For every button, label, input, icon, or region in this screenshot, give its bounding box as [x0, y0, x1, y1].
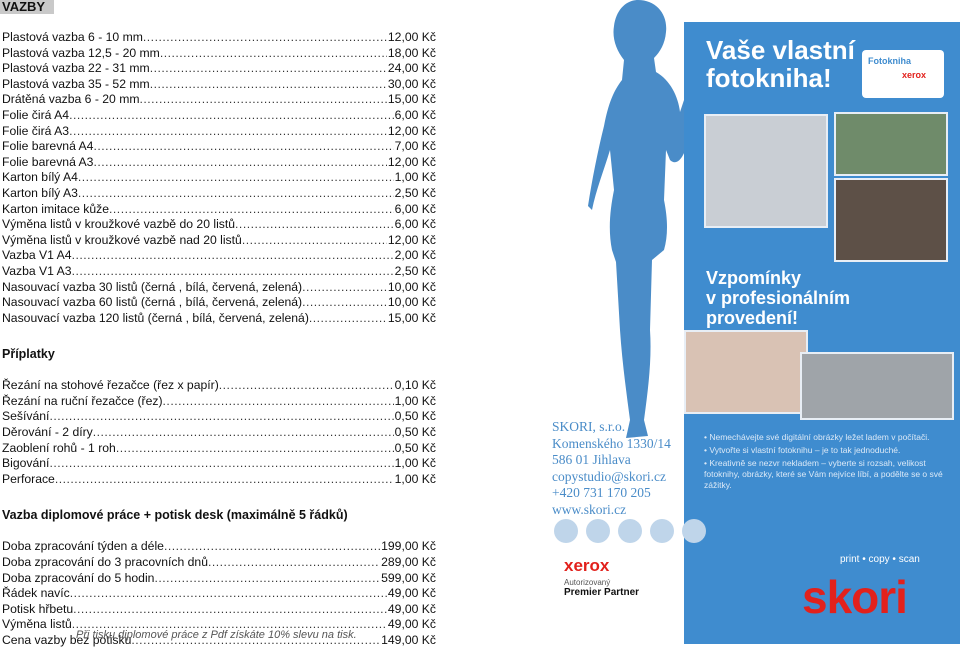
- item-price: 6,00 Kč: [394, 107, 436, 122]
- price-row: [2, 602, 436, 618]
- item-price: 49,00 Kč: [387, 586, 436, 601]
- item-label: Nasouvací vazba 60 listů (černá , bílá, červená, zelená): [2, 295, 303, 310]
- item-price: 49,00 Kč: [387, 601, 436, 616]
- item-label: Cena vazby bez potisku: [2, 633, 132, 647]
- dot-leader: [49, 456, 393, 472]
- price-row: [2, 311, 436, 327]
- item-label: Vazba V1 A3: [2, 263, 72, 278]
- brochure-title: [706, 36, 855, 92]
- silhouette-shape: [588, 0, 694, 438]
- price-row: [2, 186, 436, 202]
- item-label: Řádek navíc: [2, 586, 70, 601]
- brochure-subtitle: [706, 268, 850, 328]
- item-price: 599,00 Kč: [381, 570, 436, 585]
- price-row: [2, 409, 436, 425]
- brochure-tag: [862, 50, 944, 98]
- item-label: Plastová vazba 6 - 10 mm: [2, 30, 143, 44]
- dot-leader: [93, 155, 386, 171]
- dot-leader: [208, 555, 380, 571]
- decorative-circles: [554, 519, 706, 543]
- item-label: Bigování: [2, 456, 50, 471]
- dot-leader: [150, 61, 387, 77]
- footnote: Při tisku diplomové práce z Pdf získáte 10% slevu na tisk.: [76, 629, 357, 641]
- price-row: [2, 264, 436, 280]
- price-row: [2, 92, 436, 108]
- price-row: [2, 108, 436, 124]
- brochure-bullet: • Vytvořte si vlastní fotoknihu – je to tak jednoduché.: [704, 445, 901, 455]
- section-header-vazby: VAZBY: [0, 0, 54, 14]
- item-price: 1,00 Kč: [394, 471, 436, 486]
- price-list: [2, 30, 436, 649]
- item-label: Karton bílý A4: [2, 170, 78, 185]
- price-row: [2, 394, 436, 410]
- couple-photo: [834, 178, 948, 262]
- item-label: Výměna listů v kroužkové vazbě do 20 listů: [2, 217, 236, 232]
- circle-decoration: [586, 519, 610, 543]
- price-row: [2, 46, 436, 62]
- item-label: Děrování - 2 díry: [2, 425, 93, 440]
- dot-leader: [78, 170, 394, 186]
- dot-leader: [154, 571, 380, 587]
- item-price: 12,00 Kč: [387, 30, 436, 44]
- item-price: 18,00 Kč: [387, 45, 436, 60]
- item-label: Řezání na ruční řezačce (řez): [2, 393, 163, 408]
- company-name: SKORI, s.r.o.: [552, 419, 626, 434]
- circle-decoration: [682, 519, 706, 543]
- dot-leader: [163, 394, 394, 410]
- item-price: 12,00 Kč: [387, 154, 436, 169]
- price-row: [2, 555, 436, 571]
- price-row: [2, 61, 436, 77]
- item-label: Výměna listů: [2, 617, 72, 632]
- landscape-photo: [834, 112, 948, 176]
- dot-leader: [116, 441, 394, 457]
- xerox-authorized: Autorizovaný: [564, 578, 611, 587]
- dot-leader: [109, 202, 394, 218]
- xerox-logo: [564, 556, 662, 608]
- brochure-subtitle-line1: Vzpomínky: [706, 268, 802, 288]
- item-price: 199,00 Kč: [381, 539, 436, 554]
- item-price: 15,00 Kč: [387, 92, 436, 107]
- price-row: [2, 539, 436, 555]
- brochure-title-line2: fotokniha!: [706, 63, 832, 93]
- price-row: [2, 139, 436, 155]
- tag-xerox: xerox: [902, 70, 927, 80]
- dot-leader: [242, 233, 387, 249]
- item-label: Doba zpracování do 3 pracovních dnů: [2, 555, 208, 570]
- price-row: [2, 30, 436, 46]
- item-price: 1,00 Kč: [394, 393, 436, 408]
- dot-leader: [219, 378, 394, 394]
- babies-photo: [684, 330, 808, 414]
- dot-leader: [93, 425, 394, 441]
- item-price: 2,00 Kč: [394, 248, 436, 263]
- city-address: 586 01 Jihlava: [552, 452, 631, 468]
- dot-leader: [49, 409, 393, 425]
- diploma-heading: Vazba diplomové práce + potisk desk (maximálně 5 řádků): [2, 508, 348, 523]
- item-label: Vazba V1 A4: [2, 248, 72, 263]
- item-price: 12,00 Kč: [387, 123, 436, 138]
- dot-leader: [143, 30, 387, 46]
- brochure-subtitle-line2: v profesionálním: [706, 288, 851, 308]
- fotokniha-brochure: [684, 22, 960, 644]
- price-row: [2, 472, 436, 488]
- price-row: [2, 124, 436, 140]
- item-price: 0,50 Kč: [394, 425, 436, 440]
- circle-decoration: [650, 519, 674, 543]
- price-row: [2, 280, 436, 296]
- price-row: [2, 425, 436, 441]
- item-label: Folie barevná A4: [2, 139, 94, 154]
- price-row: [2, 456, 436, 472]
- item-label: Zaoblení rohů - 1 roh: [2, 440, 116, 455]
- item-price: 30,00 Kč: [387, 76, 436, 91]
- website-link[interactable]: www.skori.cz: [552, 501, 627, 517]
- item-label: Sešívání: [2, 409, 50, 424]
- price-row: [2, 295, 436, 311]
- price-row: [2, 77, 436, 93]
- item-label: Potisk hřbetu: [2, 601, 74, 616]
- xerox-wordmark: xerox: [564, 556, 610, 575]
- xerox-premier-partner: Premier Partner: [564, 587, 640, 598]
- priplatky-heading: Příplatky: [2, 347, 55, 362]
- item-label: Doba zpracování do 5 hodin: [2, 570, 155, 585]
- item-label: Nasouvací vazba 30 listů (černá , bílá, červená, zelená): [2, 279, 303, 294]
- item-price: 12,00 Kč: [387, 232, 436, 247]
- item-label: Drátěná vazba 6 - 20 mm: [2, 92, 140, 107]
- binding-price-rows: [2, 30, 436, 326]
- camera-photo: [704, 114, 828, 228]
- dot-leader: [160, 46, 387, 62]
- item-label: Nasouvací vazba 120 listů (černá , bílá, červená, zelená): [2, 310, 309, 325]
- item-price: 6,00 Kč: [394, 201, 436, 216]
- item-price: 10,00 Kč: [387, 295, 436, 310]
- phone-number: +420 731 170 205: [552, 485, 651, 501]
- dot-leader: [72, 264, 394, 280]
- price-row: [2, 586, 436, 602]
- item-label: Folie čirá A3: [2, 123, 70, 138]
- price-row: [2, 155, 436, 171]
- item-price: 1,00 Kč: [394, 456, 436, 471]
- brochure-title-line1: Vaše vlastní: [706, 35, 855, 65]
- item-label: Plastová vazba 35 - 52 mm: [2, 76, 150, 91]
- item-price: 2,50 Kč: [394, 185, 436, 200]
- item-label: Plastová vazba 12,5 - 20 mm: [2, 45, 160, 60]
- item-price: 0,50 Kč: [394, 440, 436, 455]
- item-price: 6,00 Kč: [394, 217, 436, 232]
- brochure-bullet: • Nemechávejte své digitální obrázky ležet ladem v počítači.: [704, 432, 930, 442]
- dot-leader: [235, 217, 394, 233]
- item-label: Folie barevná A3: [2, 154, 94, 169]
- circle-decoration: [618, 519, 642, 543]
- dot-leader: [150, 77, 387, 93]
- dot-leader: [93, 139, 393, 155]
- item-price: 49,00 Kč: [387, 617, 436, 632]
- dot-leader: [70, 586, 387, 602]
- circle-decoration: [554, 519, 578, 543]
- item-price: 7,00 Kč: [394, 139, 436, 154]
- item-price: 10,00 Kč: [387, 279, 436, 294]
- photobook-photo: [800, 352, 954, 420]
- brochure-bullets: [704, 432, 944, 493]
- tag-fotokniha: Fotokniha: [868, 56, 911, 66]
- price-row: [2, 170, 436, 186]
- skori-tagline: print • copy • scan: [840, 554, 920, 565]
- price-row: [2, 378, 436, 394]
- price-row: [2, 233, 436, 249]
- woman-silhouette-graphic: [586, 0, 696, 444]
- item-label: Perforace: [2, 471, 55, 486]
- email-link[interactable]: copystudio@skori.cz: [552, 468, 667, 484]
- dot-leader: [140, 92, 387, 108]
- item-price: 24,00 Kč: [387, 61, 436, 76]
- dot-leader: [72, 248, 394, 264]
- dot-leader: [309, 311, 387, 327]
- item-price: 2,50 Kč: [394, 263, 436, 278]
- dot-leader: [73, 602, 387, 618]
- item-label: Karton bílý A3: [2, 185, 78, 200]
- item-price: 1,00 Kč: [394, 170, 436, 185]
- item-price: 149,00 Kč: [381, 633, 436, 647]
- dot-leader: [55, 472, 394, 488]
- item-label: Karton imitace kůže: [2, 201, 110, 216]
- item-price: 289,00 Kč: [381, 555, 436, 570]
- item-price: 15,00 Kč: [387, 310, 436, 325]
- price-row: [2, 217, 436, 233]
- price-row: [2, 571, 436, 587]
- skori-logo: skori: [802, 571, 907, 623]
- dot-leader: [302, 295, 387, 311]
- item-price: 0,50 Kč: [394, 409, 436, 424]
- item-label: Výměna listů v kroužkové vazbě nad 20 listů: [2, 232, 242, 247]
- price-row: [2, 441, 436, 457]
- brochure-subtitle-line3: provedení!: [706, 308, 799, 328]
- brochure-bullet: • Kreativně se nezvr nekladem – vyberte si rozsah, velikost fotoknihy, obrázky, které se Vám nejvíce líbí, a podělte se o své zážitky.: [704, 458, 943, 490]
- dot-leader: [164, 539, 380, 555]
- street-address: Komenského 1330/14: [552, 435, 671, 451]
- dot-leader: [69, 108, 394, 124]
- contact-block: [552, 419, 671, 519]
- price-row: [2, 202, 436, 218]
- dot-leader: [302, 280, 387, 296]
- item-label: Plastová vazba 22 - 31 mm: [2, 61, 150, 76]
- item-price: 0,10 Kč: [394, 378, 436, 393]
- price-row: [2, 248, 436, 264]
- dot-leader: [78, 186, 394, 202]
- item-label: Doba zpracování týden a déle: [2, 539, 164, 554]
- surcharge-price-rows: [2, 378, 436, 487]
- item-label: Folie čirá A4: [2, 107, 70, 122]
- item-label: Řezání na stohové řezačce (řez x papír): [2, 378, 219, 393]
- dot-leader: [69, 124, 387, 140]
